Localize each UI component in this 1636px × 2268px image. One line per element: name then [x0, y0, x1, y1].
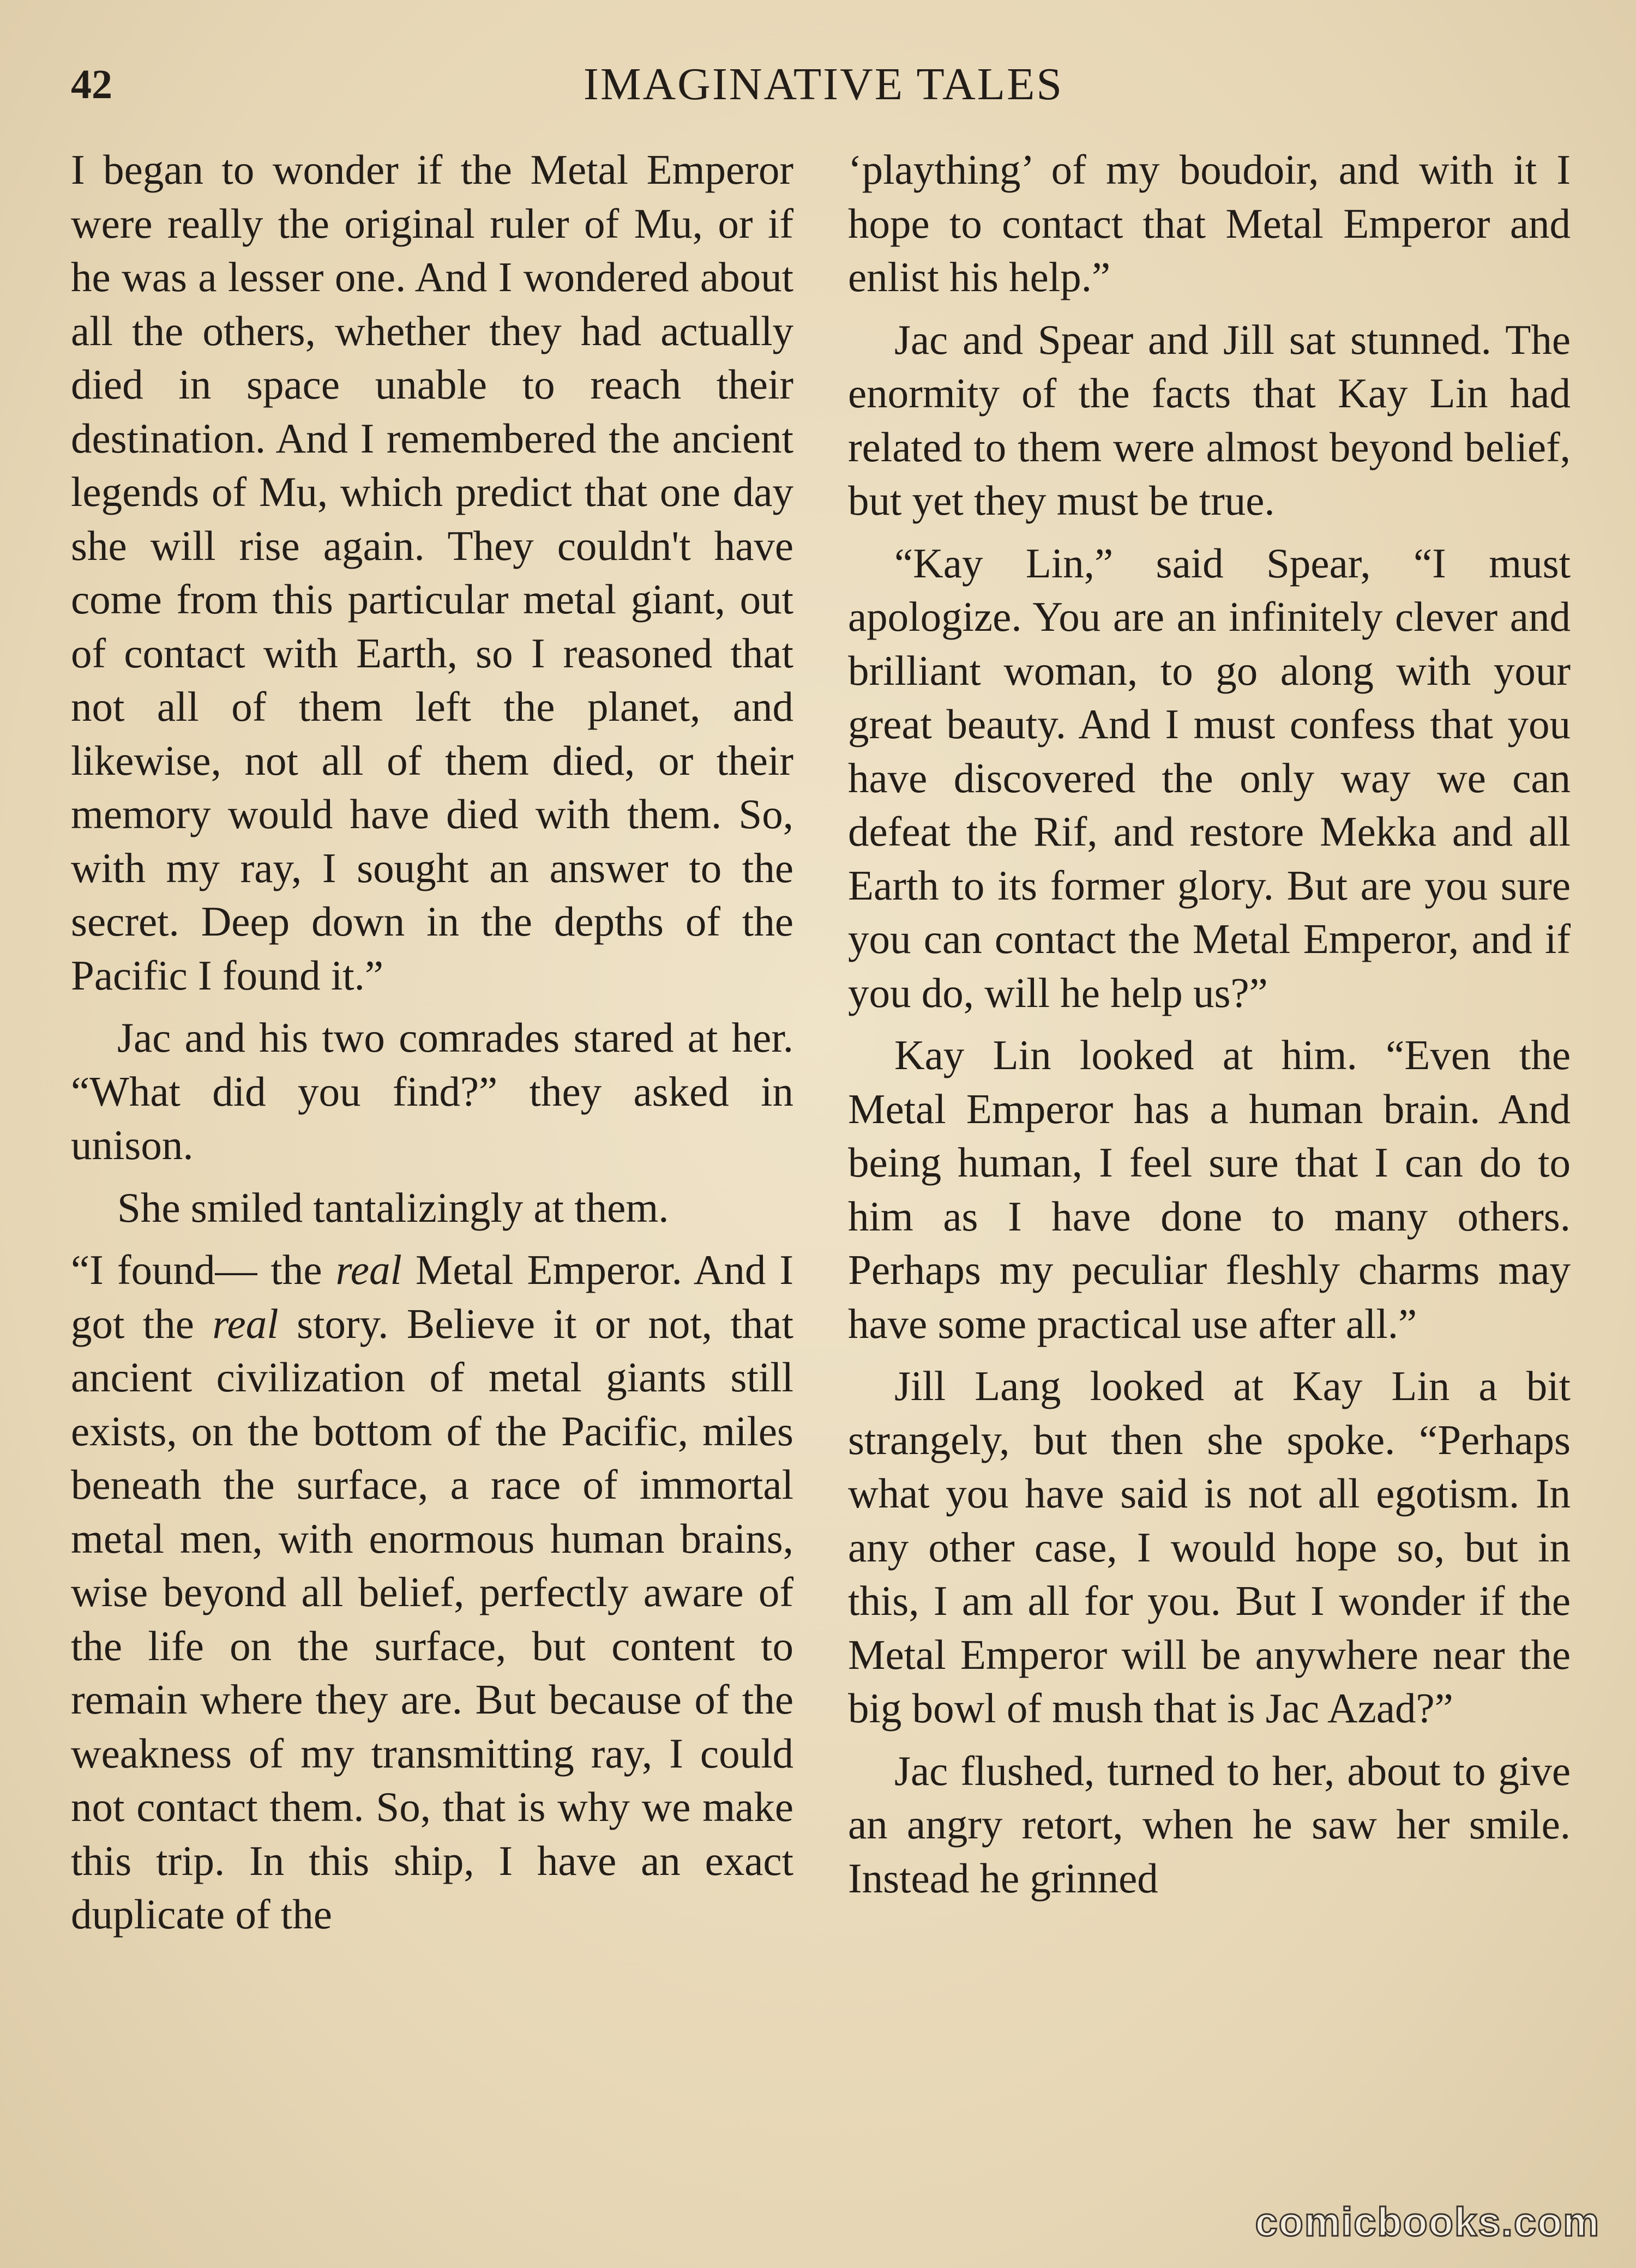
- quote-text: “I found— the: [71, 1246, 336, 1293]
- paragraph: Jac and Spear and Jill sat stunned. The enormity of the facts that Kay Lin had related to them were almost beyond belief, but yet they must be true.: [848, 316, 1571, 524]
- emphasis-text: real: [212, 1300, 279, 1347]
- watermark: comicbooks.com: [1255, 2199, 1600, 2245]
- paragraph: Jill Lang looked at Kay Lin a bit strangely, but then she spoke. “Perhaps what you have said is not all egotism. In any other case, I would hope so, but in this, I am all for you. But I wonder if the Metal Emperor will be anywhere near the big bowl of mush that is Jac Azad?”: [848, 1362, 1571, 1732]
- right-column: [848, 143, 1571, 2187]
- paragraph: “Kay Lin,” said Spear, “I must apologize. You are an infinitely clever and brilliant woman, to go along with your great beauty. And I must confess that you have discovered the only way we can defeat the Rif, and restore Mekka and all Earth to its former glory. But are you sure you can contact the Metal Emperor, and if you do, will he help us?”: [848, 539, 1571, 1016]
- quote-paragraph: [71, 1243, 793, 1941]
- paragraph: I began to wonder if the Metal Emperor were really the original ruler of Mu, or if he was a lesser one. And I wondered about all the others, whether they had actually died in space unable to reach their destination. And I remembered the ancient legends of Mu, which predict that one day she will rise again. They couldn't have come from this particular metal giant, out of contact with Earth, so I reasoned that not all of them left the planet, and likewise, not all of them died, or their memory would have died with them. So, with my ray, I sought an answer to the secret. Deep down in the depths of the Pacific I found it.”: [71, 146, 793, 999]
- page-header: [71, 55, 1576, 114]
- page-number: 42: [71, 62, 112, 107]
- paragraph: She smiled tantalizingly at them.: [117, 1184, 669, 1231]
- running-title: IMAGINATIVE TALES: [583, 59, 1064, 110]
- quote-text: Metal Emperor. And I got the: [71, 1246, 793, 1347]
- quote-text: story. Believe it or not, that ancient civilization of metal giants still exists, on the bottom of the Pacific, miles beneath the surface, a race of immortal metal men, with enormous human brains, wise beyond all belief, perfectly aware of the life on the surface, but content to remain where they are. But because of the weakness of my transmitting ray, I could not contact them. So, that is why we make this trip. In this ship, I have an exact duplicate of the: [71, 1300, 793, 1938]
- emphasis-text: real: [335, 1246, 402, 1293]
- paragraph: Kay Lin looked at him. “Even the Metal Emperor has a human brain. And being human, I feel sure that I can do to him as I have done to many others. Perhaps my peculiar fleshly charms may have some practical use after all.”: [848, 1032, 1571, 1347]
- paragraph: ‘plaything’ of my boudoir, and with it I hope to contact that Metal Emperor and enlist his help.”: [848, 146, 1571, 300]
- paragraph: Jac flushed, turned to her, about to give an angry retort, when he saw her smile. Instead he grinned: [848, 1747, 1571, 1902]
- paragraph: Jac and his two comrades stared at her. “What did you find?” they asked in unison.: [71, 1014, 793, 1168]
- left-column: [71, 143, 793, 2187]
